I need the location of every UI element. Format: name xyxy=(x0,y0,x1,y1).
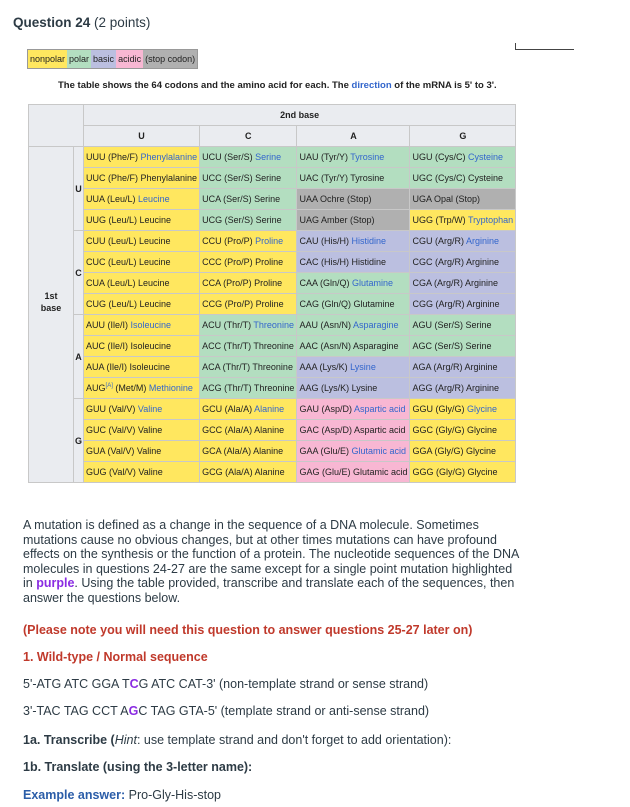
legend-polar: polar xyxy=(67,50,91,68)
codon-text: CGA (Arg/R) Arginine xyxy=(412,278,499,288)
first-base-label-line2: base xyxy=(40,303,62,313)
codon-cell xyxy=(84,315,200,336)
sense-strand-start: 5'-ATG ATC GGA T xyxy=(23,677,130,691)
codon-text: UAA Ochre (Stop) xyxy=(299,194,372,204)
amino-acid-link[interactable]: Valine xyxy=(137,404,163,414)
color-legend xyxy=(27,49,198,69)
codon-text: CCU (Pro/P) xyxy=(202,236,256,246)
codon-text: AAC (Asn/N) Asparagine xyxy=(299,341,399,351)
codon-text: GGA (Gly/G) Glycine xyxy=(412,446,496,456)
amino-acid-link[interactable]: Cysteine xyxy=(467,152,503,162)
codon-text: GAC (Asp/D) Aspartic acid xyxy=(299,425,406,435)
codon-row xyxy=(29,252,516,273)
question-1a xyxy=(23,733,451,747)
codon-text: UCC (Ser/S) Serine xyxy=(202,173,282,183)
codon-cell xyxy=(84,294,200,315)
paragraph-text-end: . Using the table provided, transcribe and translate each of the sequences, then answer the questions below. xyxy=(23,576,515,605)
codon-text: GUC (Val/V) Valine xyxy=(86,425,163,435)
first-base-g: G xyxy=(74,399,84,483)
codon-cell xyxy=(84,189,200,210)
mutation-paragraph xyxy=(23,518,523,605)
codon-row xyxy=(29,147,516,168)
sense-strand xyxy=(23,677,428,691)
codon-cell xyxy=(410,315,516,336)
intro-text: The table shows the 64 codons and the amino acid for each. The xyxy=(58,80,352,91)
amino-acid-link[interactable]: Methionine xyxy=(148,383,193,393)
codon-cell xyxy=(84,147,200,168)
codon-text: AUG xyxy=(86,383,106,393)
codon-cell xyxy=(84,210,200,231)
codon-text: CCC (Pro/P) Proline xyxy=(202,257,284,267)
codon-row xyxy=(29,357,516,378)
codon-text: AUC (Ile/I) Isoleucine xyxy=(86,341,172,351)
amino-acid-link[interactable]: Aspartic acid xyxy=(353,404,406,414)
codon-cell xyxy=(200,189,297,210)
codon-cell xyxy=(410,231,516,252)
codon-cell xyxy=(297,357,410,378)
codon-cell xyxy=(200,294,297,315)
codon-row xyxy=(29,462,516,483)
q1b-label: 1b. Translate (using the 3-letter name): xyxy=(23,760,253,774)
codon-text: CUG (Leu/L) Leucine xyxy=(86,299,172,309)
codon-cell xyxy=(84,336,200,357)
codon-cell xyxy=(410,294,516,315)
codon-text: CUA (Leu/L) Leucine xyxy=(86,278,170,288)
question-number: Question 24 xyxy=(13,15,91,30)
codon-text: UUG (Leu/L) Leucine xyxy=(86,215,172,225)
codon-text: UCG (Ser/S) Serine xyxy=(202,215,282,225)
amino-acid-link[interactable]: Leucine xyxy=(138,194,170,204)
codon-cell xyxy=(200,399,297,420)
codon-text: CAU (His/H) xyxy=(299,236,352,246)
codon-text: GCC (Ala/A) Alanine xyxy=(202,425,285,435)
codon-cell xyxy=(200,336,297,357)
codon-text: CAC (His/H) Histidine xyxy=(299,257,386,267)
footnote-ref[interactable]: [A] xyxy=(105,383,113,389)
corner-mark xyxy=(515,43,574,50)
codon-cell xyxy=(84,441,200,462)
amino-acid-link[interactable]: Threonine xyxy=(253,320,294,330)
first-base-label-line1: 1st xyxy=(44,291,58,301)
codon-cell xyxy=(84,357,200,378)
codon-text: UGG (Trp/W) xyxy=(412,215,468,225)
codon-row xyxy=(29,441,516,462)
codon-text: ACA (Thr/T) Threonine xyxy=(202,362,293,372)
codon-cell xyxy=(84,420,200,441)
codon-text: GGG (Gly/G) Glycine xyxy=(412,467,498,477)
codon-text: CGU (Arg/R) xyxy=(412,236,466,246)
codon-text: UUC (Phe/F) Phenylalanine xyxy=(86,173,198,183)
codon-row xyxy=(29,231,516,252)
codon-row xyxy=(29,273,516,294)
codon-text: CCG (Pro/P) Proline xyxy=(202,299,284,309)
legend-basic: basic xyxy=(91,50,116,68)
codon-text: CAG (Gln/Q) Glutamine xyxy=(299,299,395,309)
codon-text: AGU (Ser/S) Serine xyxy=(412,320,492,330)
codon-text: CAA (Gln/Q) xyxy=(299,278,352,288)
first-base-u: U xyxy=(74,147,84,231)
amino-acid-link[interactable]: Isoleucine xyxy=(130,320,172,330)
codon-text: GAG (Glu/E) Glutamic acid xyxy=(299,467,408,477)
codon-row xyxy=(29,210,516,231)
sense-mutation: C xyxy=(129,677,139,691)
codon-text: AAA (Lys/K) xyxy=(299,362,351,372)
note-text: (Please note you will need this question to answer questions 25-27 later on) xyxy=(23,623,473,637)
codon-cell xyxy=(200,168,297,189)
codon-text: GAA (Glu/E) xyxy=(299,446,352,456)
col-header-a: A xyxy=(297,126,410,147)
amino-acid-link[interactable]: Lysine xyxy=(350,362,376,372)
question-1b xyxy=(23,760,252,774)
codon-cell xyxy=(410,336,516,357)
question-points: (2 points) xyxy=(94,15,151,30)
amino-acid-link[interactable]: Arginine xyxy=(466,236,500,246)
codon-cell xyxy=(84,462,200,483)
example-answer xyxy=(23,788,221,802)
codon-text: GCA (Ala/A) Alanine xyxy=(202,446,284,456)
codon-cell xyxy=(84,378,200,399)
codon-text: AGA (Arg/R) Arginine xyxy=(412,362,498,372)
antisense-strand-end: C TAG GTA-5' (template strand or anti-sense strand) xyxy=(138,704,430,718)
direction-link[interactable]: direction xyxy=(351,80,392,91)
codon-text: UAC (Tyr/Y) Tyrosine xyxy=(299,173,385,183)
codon-cell xyxy=(84,231,200,252)
codon-cell xyxy=(410,273,516,294)
codon-cell xyxy=(410,378,516,399)
codon-text: GAU (Asp/D) xyxy=(299,404,354,414)
antisense-strand-start: 3'-TAC TAG CCT A xyxy=(23,704,129,718)
codon-cell xyxy=(297,210,410,231)
codon-cell xyxy=(200,462,297,483)
codon-text: CUC (Leu/L) Leucine xyxy=(86,257,171,267)
col-header-u: U xyxy=(84,126,200,147)
legend-acidic: acidic xyxy=(116,50,143,68)
codon-text: CGC (Arg/R) Arginine xyxy=(412,257,500,267)
codon-text: UCA (Ser/S) Serine xyxy=(202,194,281,204)
codon-table xyxy=(28,104,516,483)
codon-text: UGU (Cys/C) xyxy=(412,152,468,162)
q1a-hint: Hint xyxy=(114,733,137,747)
codon-cell xyxy=(200,252,297,273)
amino-acid-link[interactable]: Phenylalanine xyxy=(140,152,198,162)
codon-cell xyxy=(410,210,516,231)
codon-cell xyxy=(297,336,410,357)
codon-text: AUA (Ile/I) Isoleucine xyxy=(86,362,171,372)
codon-cell xyxy=(297,399,410,420)
codon-text: UAG Amber (Stop) xyxy=(299,215,375,225)
codon-row xyxy=(29,189,516,210)
first-base-label xyxy=(29,147,74,483)
second-base-header: 2nd base xyxy=(84,105,516,126)
example-value: Pro-Gly-His-stop xyxy=(125,788,221,802)
codon-cell xyxy=(297,252,410,273)
amino-acid-link[interactable]: Histidine xyxy=(351,236,386,246)
codon-text: AAU (Asn/N) xyxy=(299,320,353,330)
codon-cell xyxy=(200,231,297,252)
antisense-strand xyxy=(23,704,429,718)
paragraph-text: A mutation is defined as a change in the sequence of a DNA molecule. Sometimes mutations cause no obvious changes, but at other times mutations can have profound effects on the synthesis or the function of a protein. The nucleotide sequences of the DNA molecules in questions 24-27 are the same except for a single point mutation highlighted in xyxy=(23,518,519,590)
codon-cell xyxy=(200,378,297,399)
codon-cell xyxy=(410,168,516,189)
table-intro xyxy=(58,80,497,91)
codon-row xyxy=(29,294,516,315)
codon-cell xyxy=(410,252,516,273)
codon-cell xyxy=(297,168,410,189)
codon-cell xyxy=(200,420,297,441)
codon-cell xyxy=(84,399,200,420)
first-base-c: C xyxy=(74,231,84,315)
codon-text: UGA Opal (Stop) xyxy=(412,194,481,204)
codon-text: GUU (Val/V) xyxy=(86,404,138,414)
antisense-mutation: G xyxy=(128,704,139,718)
codon-text: UUA (Leu/L) xyxy=(86,194,139,204)
codon-cell xyxy=(297,462,410,483)
codon-cell xyxy=(410,420,516,441)
codon-cell xyxy=(297,441,410,462)
codon-text: GGU (Gly/G) xyxy=(412,404,467,414)
codon-row xyxy=(29,420,516,441)
amino-acid-link[interactable]: Glutamine xyxy=(351,278,393,288)
codon-text: GGC (Gly/G) Glycine xyxy=(412,425,497,435)
codon-cell xyxy=(410,399,516,420)
codon-cell xyxy=(297,189,410,210)
codon-cell xyxy=(410,147,516,168)
codon-cell xyxy=(410,357,516,378)
codon-cell xyxy=(200,315,297,336)
amino-acid-link[interactable]: Glutamic acid xyxy=(351,446,406,456)
q1a-label: 1a. Transcribe ( xyxy=(23,733,115,747)
codon-cell xyxy=(297,378,410,399)
amino-acid-link[interactable]: Glycine xyxy=(466,404,497,414)
sense-strand-end: G ATC CAT-3' (non-template strand or sense strand) xyxy=(138,677,429,691)
purple-highlight: purple xyxy=(36,576,75,590)
codon-text: GCG (Ala/A) Alanine xyxy=(202,467,285,477)
codon-row xyxy=(29,336,516,357)
codon-cell xyxy=(297,315,410,336)
amino-acid-link[interactable]: Tyrosine xyxy=(350,152,385,162)
codon-text: CUU (Leu/L) Leucine xyxy=(86,236,171,246)
legend-nonpolar: nonpolar xyxy=(28,50,67,68)
codon-cell xyxy=(297,147,410,168)
codon-text: AUU (Ile/I) xyxy=(86,320,131,330)
question-title xyxy=(13,15,150,30)
legend-stop: (stop codon) xyxy=(143,50,197,68)
section-heading: 1. Wild-type / Normal sequence xyxy=(23,650,208,664)
codon-row xyxy=(29,378,516,399)
codon-text: CGG (Arg/R) Arginine xyxy=(412,299,500,309)
codon-text: CCA (Pro/P) Proline xyxy=(202,278,283,288)
codon-row xyxy=(29,399,516,420)
codon-text: UUU (Phe/F) xyxy=(86,152,141,162)
q1a-text: : use template strand and don't forget to add orientation): xyxy=(136,733,452,747)
codon-cell xyxy=(297,420,410,441)
codon-cell xyxy=(297,231,410,252)
codon-row xyxy=(29,168,516,189)
codon-text: ACU (Thr/T) xyxy=(202,320,254,330)
codon-cell xyxy=(200,210,297,231)
codon-cell xyxy=(297,273,410,294)
codon-cell xyxy=(200,357,297,378)
col-header-g: G xyxy=(410,126,516,147)
codon-text: ACG (Thr/T) Threonine xyxy=(202,383,295,393)
col-header-c: C xyxy=(200,126,297,147)
amino-acid-link[interactable]: Tryptophan xyxy=(467,215,514,225)
codon-text: GUG (Val/V) Valine xyxy=(86,467,163,477)
codon-text: AGC (Ser/S) Serine xyxy=(412,341,492,351)
codon-text: UCU (Ser/S) xyxy=(202,152,256,162)
codon-cell xyxy=(84,252,200,273)
codon-row xyxy=(29,315,516,336)
codon-text: (Met/M) xyxy=(112,383,149,393)
amino-acid-link[interactable]: Alanine xyxy=(254,404,285,414)
codon-cell xyxy=(84,168,200,189)
intro-text-end: of the mRNA is 5' to 3'. xyxy=(391,80,497,91)
table-corner xyxy=(29,105,84,147)
codon-cell xyxy=(84,273,200,294)
codon-cell xyxy=(410,189,516,210)
amino-acid-link[interactable]: Serine xyxy=(255,152,282,162)
amino-acid-link[interactable]: Asparagine xyxy=(352,320,399,330)
codon-text: AAG (Lys/K) Lysine xyxy=(299,383,378,393)
codon-text: UAU (Tyr/Y) xyxy=(299,152,351,162)
codon-text: AGG (Arg/R) Arginine xyxy=(412,383,500,393)
codon-cell xyxy=(410,462,516,483)
codon-text: GUA (Val/V) Valine xyxy=(86,446,162,456)
codon-cell xyxy=(410,441,516,462)
codon-cell xyxy=(200,273,297,294)
first-base-a: A xyxy=(74,315,84,399)
codon-cell xyxy=(200,147,297,168)
codon-text: ACC (Thr/T) Threonine xyxy=(202,341,294,351)
codon-text: UGC (Cys/C) Cysteine xyxy=(412,173,503,183)
codon-cell xyxy=(200,441,297,462)
amino-acid-link[interactable]: Proline xyxy=(255,236,284,246)
example-label: Example answer: xyxy=(23,788,126,802)
codon-text: GCU (Ala/A) xyxy=(202,404,255,414)
codon-cell xyxy=(297,294,410,315)
